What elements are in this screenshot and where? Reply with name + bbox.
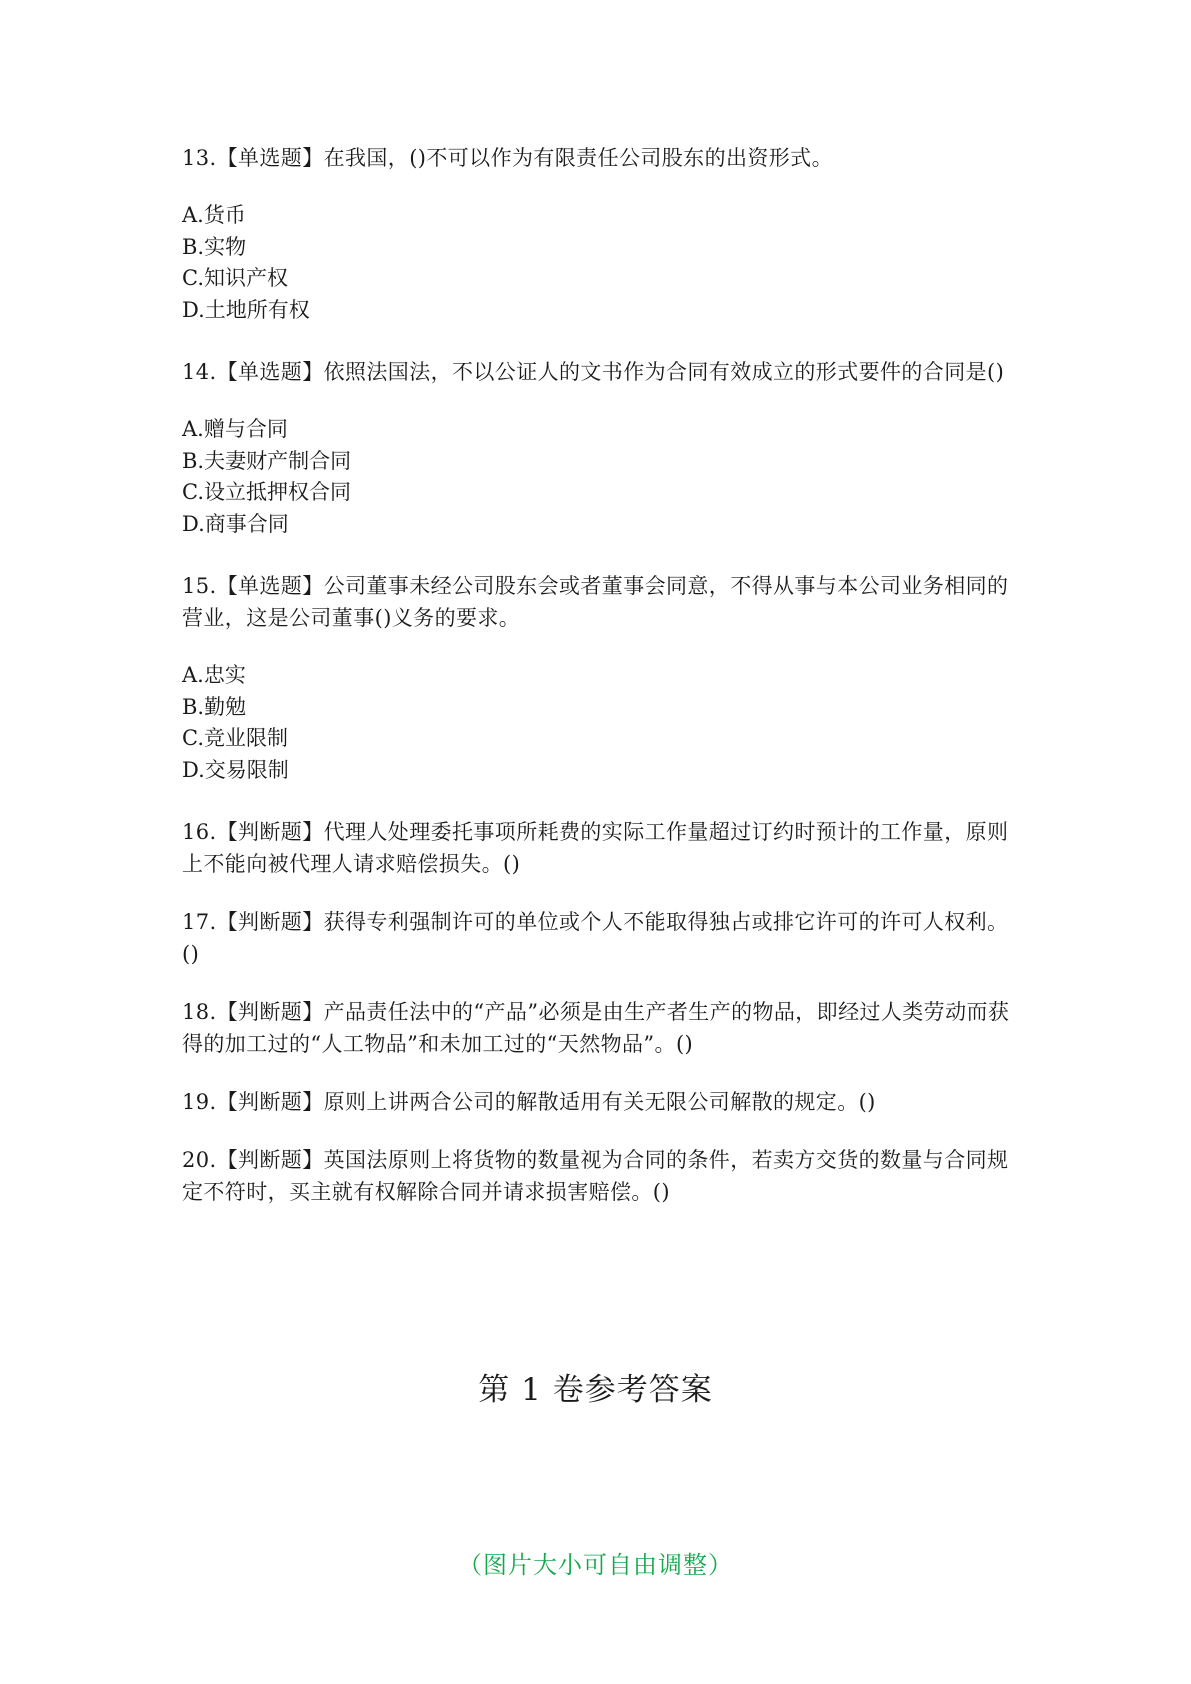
option-a: A.货币	[182, 203, 246, 227]
question-stem: 15.【单选题】公司董事未经公司股东会或者董事会同意，不得从事与本公司业务相同的营业，这是公司董事()义务的要求。	[182, 574, 1009, 630]
option-c: C.设立抵押权合同	[182, 480, 351, 504]
option-d: D.交易限制	[182, 757, 289, 782]
question-20	[182, 1144, 1022, 1208]
option-b: B.夫妻财产制合同	[182, 448, 352, 473]
question-stem: 16.【判断题】代理人处理委托事项所耗费的实际工作量超过订约时预计的工作量，原则上不能向被代理人请求赔偿损失。()	[182, 820, 1009, 876]
option-c: C.竞业限制	[182, 726, 288, 750]
question-19	[182, 1086, 1022, 1118]
question-17	[182, 906, 1022, 970]
image-resize-note: （图片大小可自由调整）	[458, 1551, 733, 1579]
question-18	[182, 996, 1022, 1060]
question-15	[182, 570, 1022, 786]
question-stem: 13.【单选题】在我国，()不可以作为有限责任公司股东的出资形式。	[182, 146, 833, 170]
question-stem: 19.【判断题】原则上讲两合公司的解散适用有关无限公司解散的规定。()	[182, 1090, 876, 1114]
answer-section-title: 第 1 卷参考答案	[478, 1372, 713, 1408]
question-stem: 17.【判断题】获得专利强制许可的单位或个人不能取得独占或排它许可的许可人权利。()	[182, 910, 1009, 966]
option-a: A.赠与合同	[182, 417, 288, 441]
option-list	[182, 660, 1022, 786]
option-b: B.勤勉	[182, 694, 247, 719]
option-d: D.商事合同	[182, 511, 289, 536]
question-13	[182, 142, 1022, 326]
question-16	[182, 816, 1022, 880]
option-a: A.忠实	[182, 663, 246, 687]
option-c: C.知识产权	[182, 266, 288, 290]
question-stem: 18.【判断题】产品责任法中的“产品”必须是由生产者生产的物品，即经过人类劳动而获得的加工过的“人工物品”和未加工过的“天然物品”。()	[182, 1000, 1010, 1056]
option-list	[182, 200, 1022, 326]
option-list	[182, 414, 1022, 540]
question-list	[182, 142, 1022, 1234]
question-stem: 20.【判断题】英国法原则上将货物的数量视为合同的条件，若卖方交货的数量与合同规定不符时，买主就有权解除合同并请求损害赔偿。()	[182, 1148, 1009, 1204]
question-stem: 14.【单选题】依照法国法，不以公证人的文书作为合同有效成立的形式要件的合同是()	[182, 360, 1005, 384]
option-b: B.实物	[182, 234, 247, 259]
option-d: D.土地所有权	[182, 297, 310, 322]
question-14	[182, 356, 1022, 540]
